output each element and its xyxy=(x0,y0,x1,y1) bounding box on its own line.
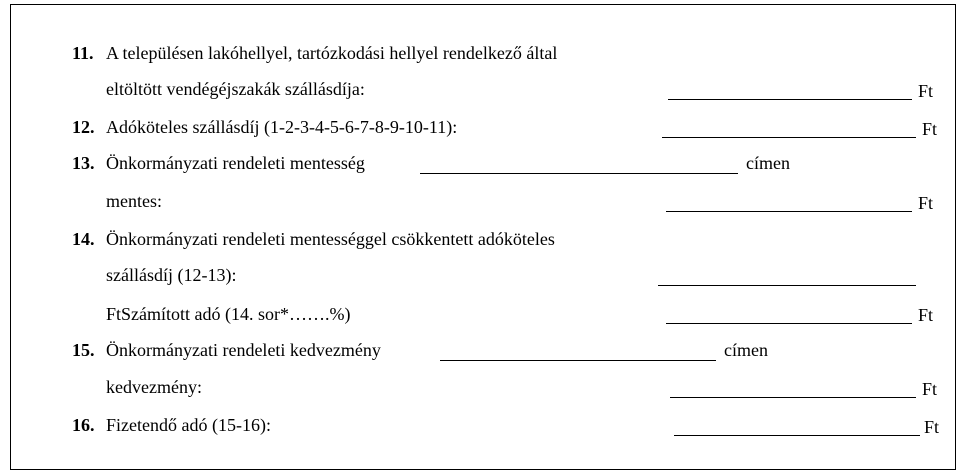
item-14-currency: Ft xyxy=(918,305,934,325)
item-11-number: 11. xyxy=(72,43,94,63)
item-14-amount-field[interactable] xyxy=(658,285,916,286)
item-13-currency: Ft xyxy=(918,193,934,213)
item-15-label-line2: kedvezmény: xyxy=(106,377,202,397)
item-12-number: 12. xyxy=(72,117,95,137)
item-15-label: Önkormányzati rendeleti kedvezmény xyxy=(106,340,381,360)
item-13-label: Önkormányzati rendeleti mentesség xyxy=(106,153,365,173)
item-12-currency: Ft xyxy=(922,119,938,139)
item-14-tax-amount-field[interactable] xyxy=(666,323,912,324)
item-14-label-line3: FtSzámított adó (14. sor*…….%) xyxy=(106,304,351,324)
item-11-label-line2: eltöltött vendégéjszakák szállásdíja: xyxy=(106,79,365,99)
item-15-currency: Ft xyxy=(922,379,938,399)
item-16-currency: Ft xyxy=(924,417,940,437)
item-11-currency: Ft xyxy=(918,81,934,101)
item-15-suffix: címen xyxy=(724,340,768,360)
item-14-label-line2: szállásdíj (12-13): xyxy=(106,265,237,285)
item-13-amount-field[interactable] xyxy=(666,211,912,212)
item-15-number: 15. xyxy=(72,340,95,360)
item-13-label-line2: mentes: xyxy=(106,191,162,211)
item-11-label-line1: A településen lakóhellyel, tartózkodási hellyel rendelkező által xyxy=(106,43,558,63)
item-13-exemption-title-field[interactable] xyxy=(420,173,738,174)
item-16-label: Fizetendő adó (15-16): xyxy=(106,415,271,435)
item-16-number: 16. xyxy=(72,415,95,435)
item-11-amount-field[interactable] xyxy=(668,99,912,100)
item-13-number: 13. xyxy=(72,153,95,173)
item-16-amount-field[interactable] xyxy=(674,435,920,436)
item-14-number: 14. xyxy=(72,229,95,249)
item-15-amount-field[interactable] xyxy=(670,397,916,398)
item-14-label-line1: Önkormányzati rendeleti mentességgel csökkentett adóköteles xyxy=(106,229,555,249)
item-13-suffix: címen xyxy=(746,153,790,173)
item-15-discount-title-field[interactable] xyxy=(440,360,716,361)
item-12-label: Adóköteles szállásdíj (1-2-3-4-5-6-7-8-9-10-11): xyxy=(106,117,458,137)
item-12-amount-field[interactable] xyxy=(662,137,916,138)
